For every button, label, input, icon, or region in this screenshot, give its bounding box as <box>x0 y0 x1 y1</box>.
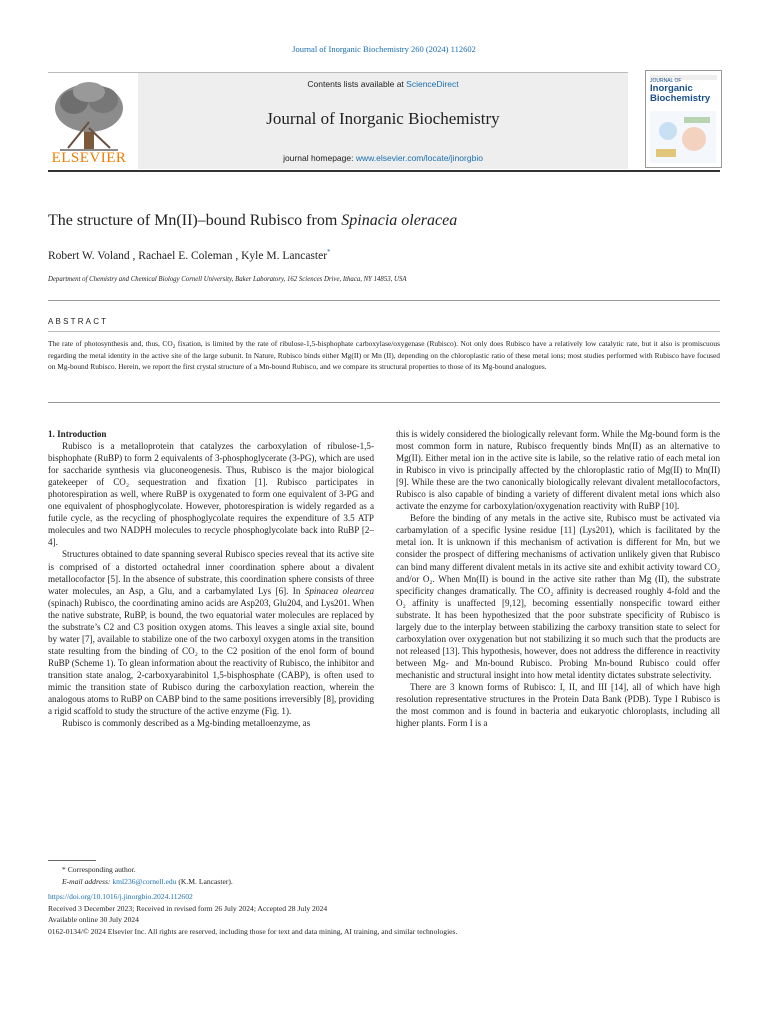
copyright-notice: 0162-0134/© 2024 Elsevier Inc. All rights are reserved, including those for text and data mining, AI training, and similar technologies. <box>48 926 458 936</box>
corresponding-author-note: * Corresponding author. <box>62 865 136 874</box>
footnotes <box>48 864 720 938</box>
corresponding-author-mark[interactable]: * <box>327 248 331 256</box>
publisher-name: ELSEVIER <box>51 150 127 166</box>
email-link[interactable]: kml236@cornell.edu <box>112 876 177 886</box>
intro-paragraph-5: There are 3 known forms of Rubisco: I, II, and III [14], all of which have high resolution representative structures in the Protein Data Bank (PDB). Type I Rubisco is the most common and is found in bacteria and eukaryotic chloroplasts, including all higher plants. Form I is a <box>396 681 720 729</box>
cover-title <box>650 79 710 104</box>
journal-title: Journal of Inorganic Biochemistry <box>266 109 500 128</box>
footnote-rule <box>48 860 96 861</box>
intro-paragraph-2: Structures obtained to date spanning several Rubisco species reveal that its active site is comprised of a distorted octahedral inner coordination sphere about a divalent metallocofactor [5]. In the absence of substrate, this coordination sphere consists of three water molecules, an Asp, a Glu, and a carbamylated Lys [6]. In Spinacea olearcea (spinach) Rubisco, the coordinating amino acids are Asp203, Glu204, and Lys201. When the native substrate, RuBP, is bound, the two equatorial water molecules are replaced by the substrate’s C2 and C3 position oxygen atoms. This leaves a single axial site, bound by water [7], available to stabilize one of the two carboxyl oxygen atoms in the transition state resulting from the binding of CO₂ to the C2 position of the enol form of bound RuBP (Scheme 1). To glean information about the reactivity of Rubisco, the inhibitor and transition state analog, 2-carboxyarabinitol 1,5-bisphosphate (CABP), is often used to mimic the transition state of Rubisco during the carboxylation reaction, wherein the analogous atoms to RuBP on CABP bind to the same positions irreversibly [8], providing a rigid scaffold to study the structure of the active enzyme (Fig. 1). <box>48 549 374 717</box>
journal-cover-thumbnail-icon[interactable] <box>645 70 722 168</box>
journal-reference[interactable]: Journal of Inorganic Biochemistry 260 (2024) 112602 <box>292 44 476 54</box>
right-column <box>396 428 720 729</box>
abstract-heading-rule <box>48 331 720 332</box>
article-title <box>48 212 457 230</box>
homepage-line <box>138 153 628 163</box>
intro-paragraph-3-continued: this is widely considered the biologically relevant form. While the Mg-bound form is the most common form in nature, Rubisco frequently binds Mn(II) as an alternative to Mg(II). Either metal ion in the active site is labile, so the relative ratio of each metal ion in Rubisco in vivo is principally affected by the chloroplastic ratio of Mg(II) to Mn(II) [9]. While these are the two canonically biologically relevant divalent metallocofactors, Rubisco is also capable of binding a variety of different divalent metal ions which also activate the enzyme for carboxylation/oxygenation reactivity with RuBP [10]. <box>396 429 720 512</box>
authors-text[interactable]: Robert W. Voland , Rachael E. Coleman , Kyle M. Lancaster <box>48 249 328 262</box>
journal-header-band <box>138 73 628 169</box>
abstract-bottom-rule <box>48 402 720 403</box>
title-species: Spinacia oleracea <box>341 212 458 229</box>
header-bottom-rule <box>48 170 720 172</box>
abstract-top-rule <box>48 300 720 301</box>
sciencedirect-link[interactable]: ScienceDirect <box>406 79 459 89</box>
author-list <box>48 248 331 262</box>
cover-small-text: JOURNAL OF <box>650 78 682 84</box>
intro-paragraph-1: Rubisco is a metalloprotein that catalyzes the carboxylation of ribulose-1,5-bisphophate (RuBP) to form 2 equivalents of 3-phosphoglycerate (3-PG), which are used for saccharide synthesis via gluconeogenesis. Thus, Rubisco is the major biological gatekeeper of CO₂ sequestration and fixation [1]. Rubisco participates in photorespiration as well, where RuBP is oxygenated to form one equivalent of 3-PG and one equivalent of phosphoglycolate. However, photorespiration is widely regarded as a futile cycle, as the recycling of phosphoglycolate requires the expenditure of 3.5 ATP molecules and two NADPH molecules to recycle phosphoglycolate back into RuBP [2–4]. <box>48 441 374 548</box>
abstract-heading: ABSTRACT <box>48 317 109 326</box>
homepage-prefix: journal homepage: <box>283 153 356 163</box>
intro-paragraph-4: Before the binding of any metals in the active site, Rubisco must be activated via carbamylation of a specific lysine residue [11] (Lys201), which is facilitated by the metal ion. It is unknown if this mechanism of activation is different for Mn, but we consider the prospect of differing mechanisms of activation unlikely given that Rubisco can bind many different divalent metals in its active site and exhibit activity toward CO₂ and/or O₂. When Mn(II) is bound in the active site rather than Mg (II), the substrate specificity changes dramatically. The CO₂ affinity is decreased roughly 4-fold and the O₂ affinity is unaffected [9,12], becoming essentially nonspecific toward either substrate. It has been hypothesized that the poor substrate specificity of Rubisco is largely due to the interplay between stabilizing the carboxy transition state to select for carboxylation over oxygenation but not stabilizing it so much such that the products are not released [13]. This hypothesis, however, does not address the difference in reactivity between Mg- and Mn-bound Rubisco. Probing Mn-bound Rubisco could offer mechanistic and structural insight into how metal identity dictates substrate selectivity. <box>396 513 720 680</box>
cover-title-line-2: Biochemistry <box>650 93 711 105</box>
doi-link[interactable]: https://doi.org/10.1016/j.jinorgbio.2024.112602 <box>48 892 193 902</box>
received-dates: Received 3 December 2023; Received in revised form 26 July 2024; Accepted 28 July 2024 <box>48 903 328 913</box>
available-online: Available online 30 July 2024 <box>48 915 139 925</box>
contents-prefix: Contents lists available at <box>307 79 407 89</box>
intro-paragraph-3: Rubisco is commonly described as a Mg-binding metalloenzyme, as <box>62 718 311 729</box>
homepage-link[interactable]: www.elsevier.com/locate/jinorgbio <box>355 153 483 163</box>
abstract-text: The rate of photosynthesis and, thus, $CO_2$ fixation, is limited by the rate of ribulose-1,5-bisphophate carboxylase/oxygenase (Rubisco). Not only does Rubisco have a relatively low catalytic rate, but it also is promiscuous regarding the metal identity in the active site of the large subunit. In Nature, Rubisco binds either Mg(II) or Mn (II), depending on the chloroplastic ratio of these metal ions; most studies performed with Rubisco have focused on Mg-bound Rubisco. Herein, we report the first crystal structure of a Mn-bound Rubisco, and we compare its structural properties to those of its Mg-bound analogues. <box>48 339 720 372</box>
section-heading-introduction: 1. Introduction <box>48 429 107 439</box>
left-column <box>48 428 374 729</box>
cover-title-line-1: Inorganic <box>650 83 693 95</box>
cover-graphic-icon <box>650 111 716 163</box>
contents-line <box>138 79 628 89</box>
title-main: The structure of Mn(II)–bound Rubisco from <box>48 212 342 229</box>
email-note: E-mail address: kml236@cornell.edu (K.M. Lancaster). <box>62 876 233 886</box>
affiliation: Department of Chemistry and Chemical Biology Cornell University, Baker Laboratory, 162 Sciences Drive, Ithaca, NY 14853, USA <box>48 276 407 283</box>
